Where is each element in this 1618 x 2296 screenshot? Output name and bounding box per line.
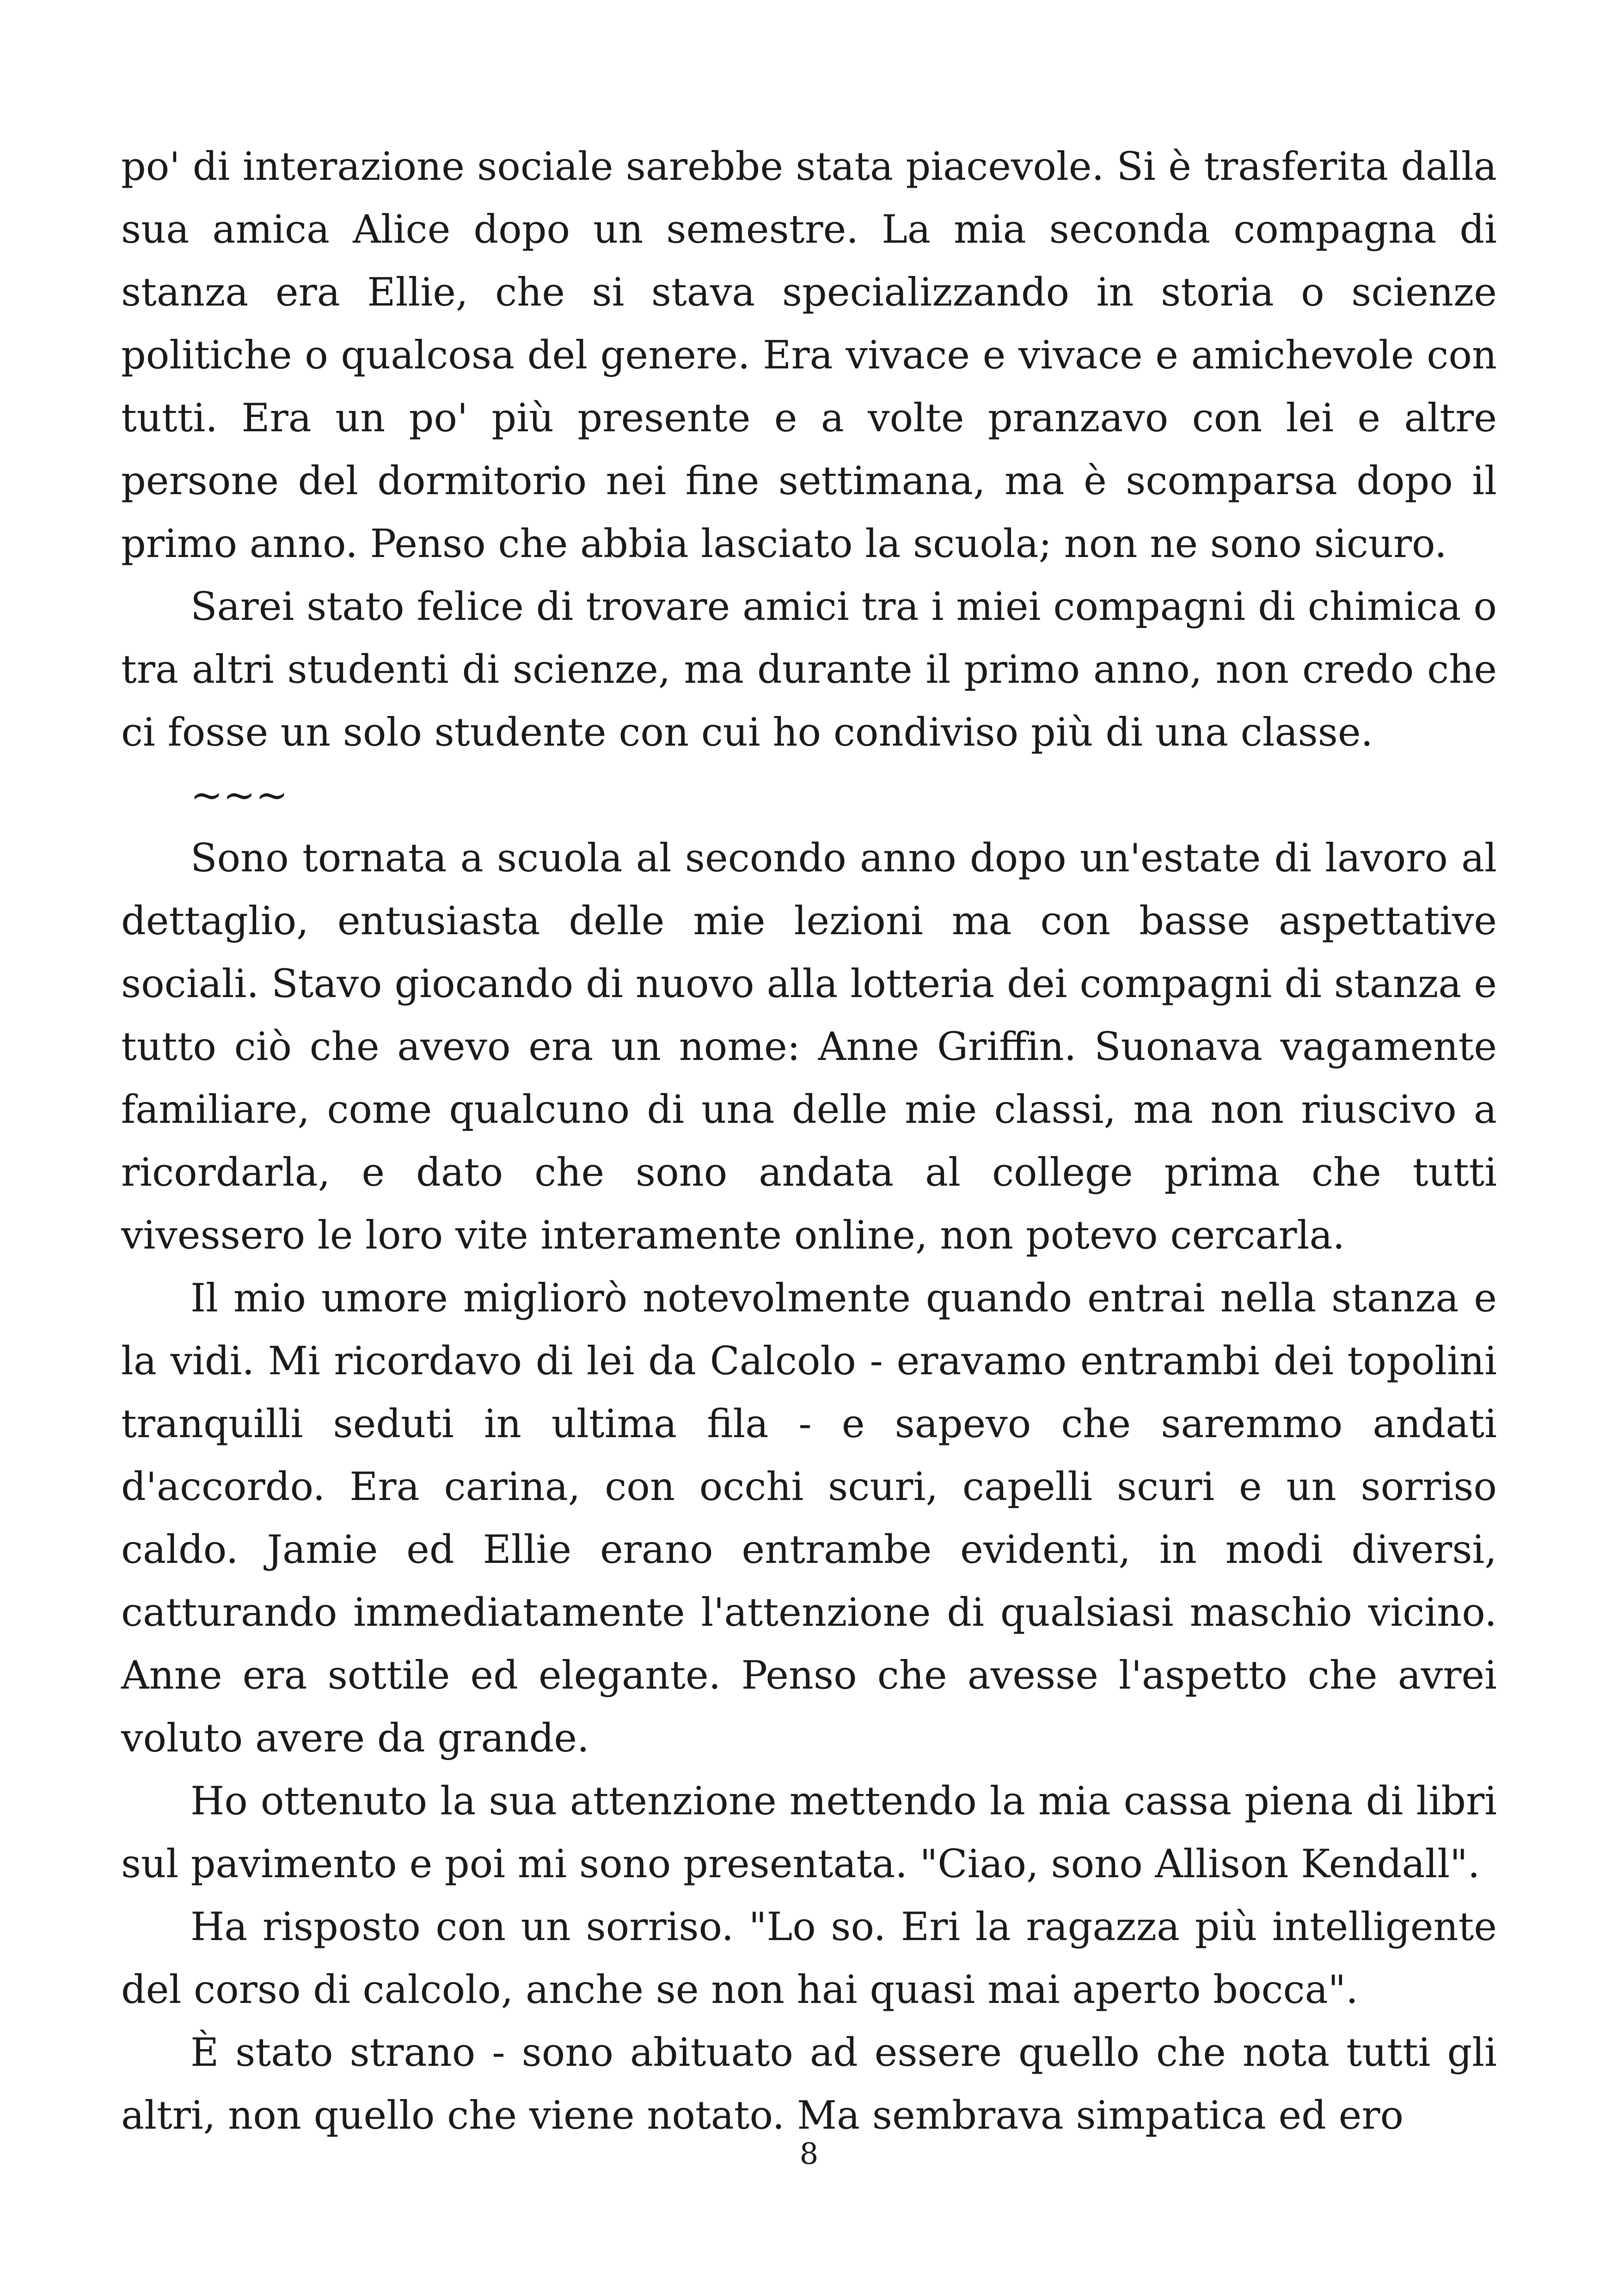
section-separator: ~~~: [190, 772, 288, 818]
paragraph: Ha risposto con un sorriso. "Lo so. Eri la ragazza più intelligente del corso di calcolo, anche se non hai quasi mai aperto bocca".: [121, 1904, 1497, 2012]
paragraph: Il mio umore migliorò notevolmente quando entrai nella stanza e la vidi. Mi ricordavo di lei da Calcolo - eravamo entrambi dei topolini tranquilli seduti in ultima fila - e sapevo che saremmo andati d'accordo. Era carina, con occhi scuri, capelli scuri e un sorriso caldo. Jamie ed Ellie erano entrambe evidenti, in modi diversi, catturando immediatamente l'attenzione di qualsiasi maschio vicino. Anne era sottile ed elegante. Penso che avesse l'aspetto che avrei voluto avere da grande.: [121, 1275, 1497, 1761]
paragraph-continuation: po' di interazione sociale sarebbe stata piacevole. Si è trasferita dalla sua amica Alice dopo un semestre. La mia seconda compagna di stanza era Ellie, che si stava specializzando in storia o scienze politiche o qualcosa del genere. Era vivace e vivace e amichevole con tutti. Era un po' più presente e a volte pranzavo con lei e altre persone del dormitorio nei fine settimana, ma è scomparsa dopo il primo anno. Penso che abbia lasciato la scuola; non ne sono sicuro.: [121, 144, 1497, 566]
paragraph: Sarei stato felice di trovare amici tra i miei compagni di chimica o tra altri studenti di scienze, ma durante il primo anno, non credo che ci fosse un solo studente con cui ho condiviso più di una classe.: [121, 584, 1497, 755]
paragraph: È stato strano - sono abituato ad essere quello che nota tutti gli altri, non quello che viene notato. Ma sembrava simpatica ed ero: [121, 2030, 1497, 2138]
paragraph: Sono tornata a scuola al secondo anno dopo un'estate di lavoro al dettaglio, entusiasta delle mie lezioni ma con basse aspettative sociali. Stavo giocando di nuovo alla lotteria dei compagni di stanza e tutto ciò che avevo era un nome: Anne Griffin. Suonava vagamente familiare, come qualcuno di una delle mie classi, ma non riuscivo a ricordarla, e dato che sono andata al college prima che tutti vivessero le loro vite interamente online, non potevo cercarla.: [121, 835, 1497, 1258]
body-text: [121, 135, 1497, 2147]
page-number: 8: [799, 2137, 819, 2171]
paragraph: Ho ottenuto la sua attenzione mettendo la mia cassa piena di libri sul pavimento e poi mi sono presentata. "Ciao, sono Allison Kendall".: [121, 1778, 1497, 1886]
